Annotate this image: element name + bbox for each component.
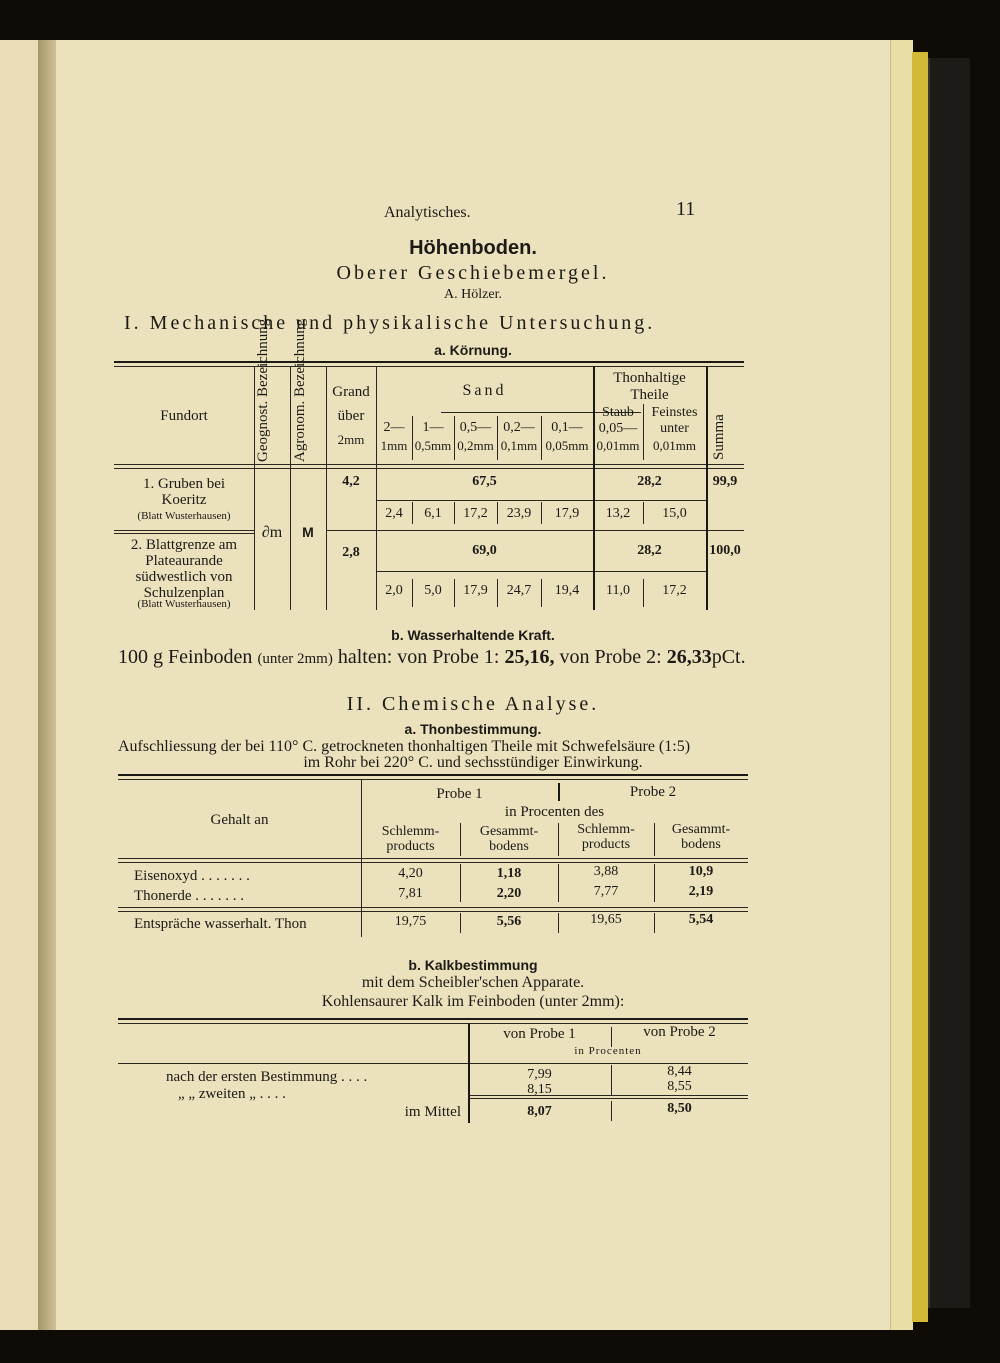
kalk-col-probe2: von Probe 2 [643,1024,716,1040]
row2-staub: 11,0 [606,583,630,598]
col-fundort: Fundort [160,408,208,424]
thon-v3: 19,65 [590,912,622,927]
section2-heading: II. Chemische Analyse. [346,693,600,715]
row1-sand-3: 17,2 [463,506,488,521]
col-schlemm-2a: Schlemm- [577,822,635,837]
sand-col-1-a: 2— [383,420,405,435]
row1-sand-2: 6,1 [424,506,442,521]
kalk-row1-v1: 7,99 [527,1067,552,1082]
row1-staub: 13,2 [605,506,631,521]
feinstes-range: unter [660,421,689,436]
col-schlemm-1b: products [386,839,435,854]
col-probe2: Probe 2 [629,784,677,800]
thonerde-v1: 7,81 [398,886,423,901]
sand-col-4-b: 0,1mm [500,438,538,453]
kalk-mittel-v1: 8,07 [527,1104,552,1119]
kalk-row2-v1: 8,15 [527,1082,552,1097]
sand-col-5-a: 0,1— [551,420,583,435]
col-gesammt-1b: bodens [489,839,529,854]
kalk-row1-v2: 8,44 [667,1064,692,1079]
row2-sand-total: 69,0 [472,543,497,558]
row-eisenoxyd-label: Eisenoxyd . . . . . . . [134,868,250,884]
left-page-edge [0,40,40,1330]
sand-col-3-a: 0,5— [459,420,492,435]
water-text-c: halten: von Probe 1: [337,646,500,668]
section1-sub-b: b. Wasserhaltende Kraft. [391,627,555,643]
kalk-in-procenten: in Procenten [574,1045,642,1057]
row-thon-label: Entspräche wasserhalt. Thon [134,916,307,932]
row1-name-2: Koeritz [161,492,207,508]
book-cover [928,58,970,1308]
sand-col-2-a: 1— [422,420,444,435]
thonerde-v3: 7,77 [593,884,619,899]
row1-sand-total: 67,5 [472,474,497,489]
row-thonerde-label: Thonerde . . . . . . . [134,888,244,904]
section1-sub-a: a. Körnung. [434,342,512,358]
row2-sand-5: 19,4 [554,583,580,598]
kalk-line-2: Kohlensaurer Kalk im Feinboden (unter 2mm): [321,993,625,1010]
eisenoxyd-v2: 1,18 [496,866,522,881]
staub-unit: 0,01mm [596,438,640,453]
page-subtitle: Oberer Geschiebemergel. [336,262,610,284]
row2-name-4: Schulzenplan [143,585,225,601]
sand-col-1-b: 1mm [380,438,408,453]
in-procenten-des: in Procenten des [504,804,605,820]
row1-thon-total: 28,2 [637,474,662,489]
section2-sub-a: a. Thonbestimmung. [404,721,542,737]
row2-summa: 100,0 [709,543,741,558]
kalk-col-probe1: von Probe 1 [503,1026,576,1042]
thonerde-v4: 2,19 [688,884,714,899]
row2-name-2: Plateaurande [145,553,223,569]
row1-name-1: 1. Gruben bei [142,476,226,492]
feinstes-unit: 0,01mm [653,438,696,453]
agro-symbol: M [302,524,314,540]
col-geognost: Geognost. Bezeichnung [255,318,271,462]
author: A. Hölzer. [444,287,502,302]
kalk-row1-label: nach der ersten Bestimmung . . . . [166,1069,368,1085]
row1-grand: 4,2 [342,474,360,489]
col-agronom: Agronom. Bezeichnung [292,318,308,462]
water-text-a: 100 g Feinboden [118,646,253,668]
col-summa: Summa [711,414,727,460]
col-schlemm-2b: products [581,837,631,852]
row2-grand: 2,8 [342,545,360,560]
water-line [118,646,746,669]
kalk-mittel-label: im Mittel [404,1104,461,1120]
row2-name-1: 2. Blattgrenze am [130,537,238,553]
sand-col-4-a: 0,2— [503,420,535,435]
kalk-mittel-v2: 8,50 [667,1101,692,1116]
row1-sand-1: 2,4 [385,506,403,521]
row2-sand-1: 2,0 [385,583,403,598]
page-number: 11 [676,198,696,220]
row2-sand-3: 17,9 [463,583,488,598]
geo-symbol: ∂m [261,524,283,541]
kalk-row2-label: „ „ zweiten „ . . . . [178,1086,286,1102]
section2-desc1: Aufschliessung der bei 110° C. getrockneten thonhaltigen Theile mit Schwefelsäure (1:5) [118,738,691,755]
thonerde-v2: 2,20 [496,886,522,901]
water-value-2: 26,33 [666,646,712,668]
col-gesammt-2b: bodens [681,837,721,852]
eisenoxyd-v3: 3,88 [593,864,619,879]
section1-heading: I. Mechanische und physikalische Untersuchung. [124,312,656,334]
sand-col-3-b: 0,2mm [457,438,494,453]
row2-sand-2: 5,0 [424,583,442,598]
row2-name-3: südwestlich von [135,569,233,585]
feinstes-label: Feinstes [651,405,698,420]
book-page [56,40,890,1330]
row2-note: (Blatt Wusterhausen) [137,598,231,610]
col-grand-sub2: 2mm [337,432,365,447]
col-gesammt-2a: Gesammt- [671,822,731,837]
row1-sand-5: 17,9 [554,506,580,521]
row2-feinstes: 17,2 [662,583,687,598]
kalk-line-1: mit dem Scheibler'schen Apparate. [361,974,585,991]
col-schlemm-1a: Schlemm- [381,824,440,839]
kalk-row2-v2: 8,55 [667,1079,692,1094]
col-gehalt: Gehalt an [210,812,269,828]
water-value-1: 25,16, [504,646,555,668]
eisenoxyd-v1: 4,20 [398,866,423,881]
col-probe1: Probe 1 [436,786,483,802]
thon-v4: 5,54 [688,912,714,927]
water-text-e: pCt. [711,646,746,668]
section2-sub-b: b. Kalkbestimmung [408,957,538,973]
eisenoxyd-v4: 10,9 [688,864,714,879]
row2-thon-total: 28,2 [637,543,662,558]
page-edges [890,40,913,1330]
col-thon: Thonhaltige Theile [613,370,686,403]
col-grand-sub: über [337,408,365,424]
page-title: Höhenboden. [409,237,537,259]
water-text-b: (unter 2mm) [257,651,333,667]
thon-v1: 19,75 [394,914,427,929]
sand-col-2-b: 0,5mm [414,438,452,453]
row1-sand-4: 23,9 [506,506,532,521]
row2-sand-4: 24,7 [506,583,532,598]
thon-v2: 5,56 [496,914,522,929]
staub-label: Staub [602,405,634,420]
water-text-d: von Probe 2: [559,646,662,668]
col-sand: Sand [462,382,507,399]
col-grand: Grand [332,384,370,400]
row1-feinstes: 15,0 [662,506,687,521]
running-title: Analytisches. [384,204,471,221]
section2-desc2: im Rohr bei 220° C. und sechsstündiger Einwirkung. [303,754,643,771]
sand-col-5-b: 0,05mm [545,438,589,453]
col-gesammt-1a: Gesammt- [479,824,539,839]
row1-note: (Blatt Wusterhausen) [137,510,231,522]
staub-range: 0,05— [598,421,638,436]
row1-summa: 99,9 [712,474,738,489]
page-edges-yellow [912,52,928,1322]
